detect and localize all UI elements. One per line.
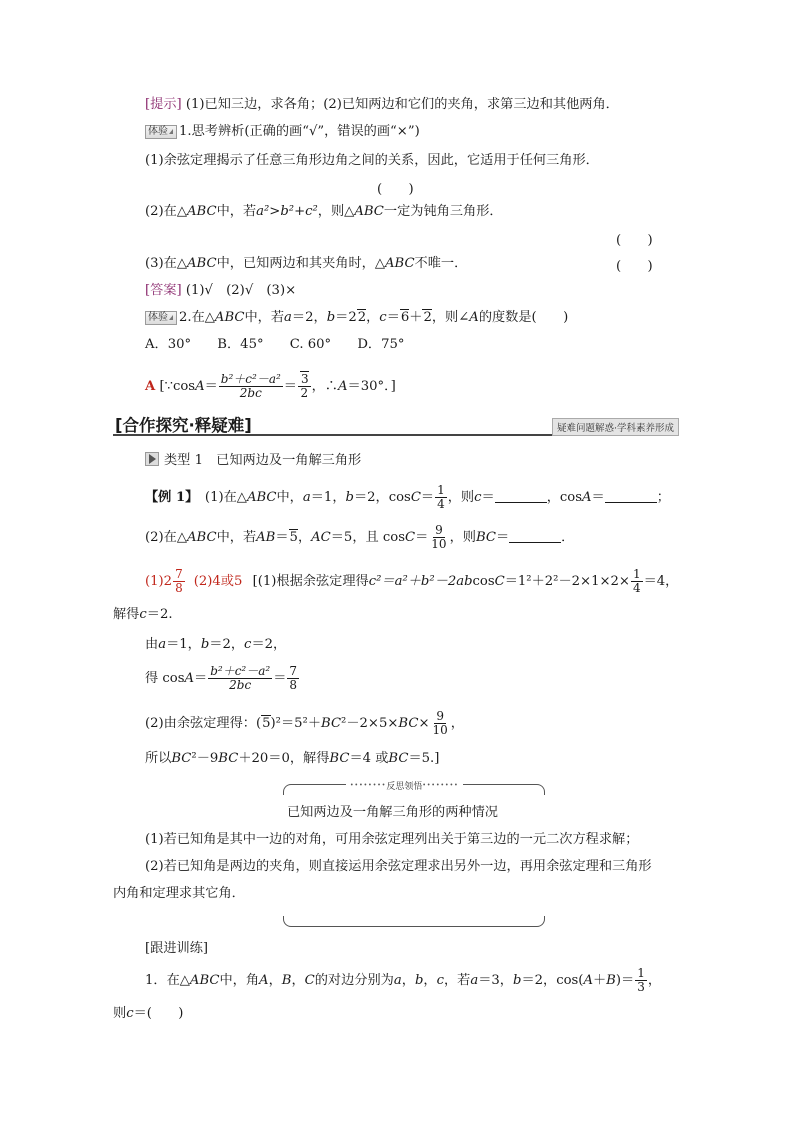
answer-text: (1)√ (2)√ (3)× [185,283,297,298]
fraction: $\frac{\text{b²＋c²－a²}}{2bc}$ [210,664,271,692]
follow-title: [跟进训练] [145,941,209,956]
fraction: $\frac{1}{4}$ [437,483,445,511]
solution-line4: 得 cosA＝ $\frac{\text{b²＋c²－a²}}{2bc}$ ＝ $\frac{7}{8}$ [145,664,298,692]
exp1-tag: 体验 [145,125,177,139]
follow-question-cont: 则c＝( ) [113,1006,184,1021]
reflect-bracket-bottom [283,916,545,927]
exp2-options [145,336,405,354]
fraction: $\frac{9}{10}$ [431,523,447,551]
fraction: $\frac{9}{10}$ [432,709,448,737]
solution-line6: 所以BC²－9BC＋20＝0，解得BC＝4 或BC＝5.] [145,751,440,766]
section-subtitle: 疑难问题解惑·学科素养形成 [552,418,679,436]
exp1-q1: (1)余弦定理揭示了任意三角形边角之间的关系，因此，它适用于任何三角形． [145,153,599,168]
follow-question: 1．在△ABC中，角A，B，C的对边分别为a，b，c，若a＝3，b＝2，cos(A＋B)＝ $\frac{1}{3}$ ， [145,966,662,994]
answer-tag: [答案] [145,283,182,298]
hint-text: (1)已知三边，求各角；(2)已知两边和它们的夹角，求第三边和其他两角． [185,97,619,112]
fraction: $\frac{7}{8}$ [175,567,183,595]
fraction: $\frac{\text{b²＋c²－a²}}{2bc}$ [220,372,281,400]
solution-line5: (2)由余弦定理得：(5)²＝5²＋BC²－2×5×BC× $\frac{9}{10}$ ， [145,709,464,737]
hint-tag: [提示] [145,97,182,112]
reflect-title: 已知两边及一角解三角形的两种情况 [287,805,498,820]
hint-line [145,96,619,114]
option-d: D．75° [357,337,405,352]
answer-blank [509,530,561,543]
exp1-q1-paren: ( ) [377,182,414,197]
answer-blank [605,490,657,503]
exp1-answer [145,282,296,300]
type1-heading: 类型 1 已知两边及一角解三角形 [145,452,361,470]
play-icon [145,452,159,466]
fraction: $\frac{1}{3}$ [637,966,645,994]
solution-line2: 解得c＝2. [113,607,173,622]
solution-line1: (1)2 $\frac{7}{8}$ (2)4或5 [(1)根据余弦定理得c²＝a²＋b²－2abcosC＝1²＋2²－2×1×2× $\frac{1}{4}$ ＝4， [145,567,679,595]
exp1-q3: (3)在△ABC中，已知两边和其夹角时，△ABC不唯一． [145,256,468,271]
reflect-p1: (1)若已知角是其中一边的对角，可用余弦定理列出关于第三边的一元二次方程求解； [145,832,639,847]
answer-blank [495,490,547,503]
example1-part1: 【例 1】 (1)在△ABC中，a＝1，b＝2，cosC＝ $\frac{1}{4}$ ，则c＝ ，cosA＝ ； [145,483,670,511]
fraction: $\frac{3}{2}$ [298,373,311,400]
exp2-question: 体验 2.在△ABC中，若a＝2，b＝22，c＝6＋2，则∠A的度数是( ) [145,309,568,327]
section-title: [合作探究·释疑难] [115,416,252,435]
exp1-q2-paren: ( ) [616,233,653,248]
reflect-p2: (2)若已知角是两边的夹角，则直接运用余弦定理求出另外一边，再用余弦定理和三角形 [145,859,652,874]
option-a: A．30° [145,337,192,352]
exp1-q3-paren: ( ) [616,259,653,274]
exp1-title-line [145,123,420,141]
fraction: $\frac{1}{4}$ [632,567,641,595]
exp2-tag: 体验 [145,311,177,325]
exp2-answer-letter: A [145,379,156,394]
exp1-q2: (2)在△ABC中，若a²>b²+c²，则△ABC一定为钝角三角形． [145,204,503,219]
option-b: B．45° [217,337,264,352]
section-header [113,412,679,436]
exp2-solution: A [∵cosA＝ $\frac{\text{b²＋c²－a²}}{2bc}$ ＝ $\frac{3}{2}$ ，∴A＝30°．] [145,372,396,400]
fraction: $\frac{7}{8}$ [289,664,298,692]
example1-part2: (2)在△ABC中，若AB＝5，AC＝5，且 cosC＝ $\frac{9}{10}$ ，则BC＝ ． [145,523,575,551]
reflect-p3: 内角和定理求其它角． [113,886,245,901]
exp1-title: 1.思考辨析(正确的画“√”，错误的画“×”) [179,124,420,139]
solution-line3: 由a＝1，b＝2，c＝2， [145,637,287,652]
reflect-label: •••••••• 反思领悟 •••••••• [346,779,463,792]
option-c: C. 60° [289,337,332,352]
